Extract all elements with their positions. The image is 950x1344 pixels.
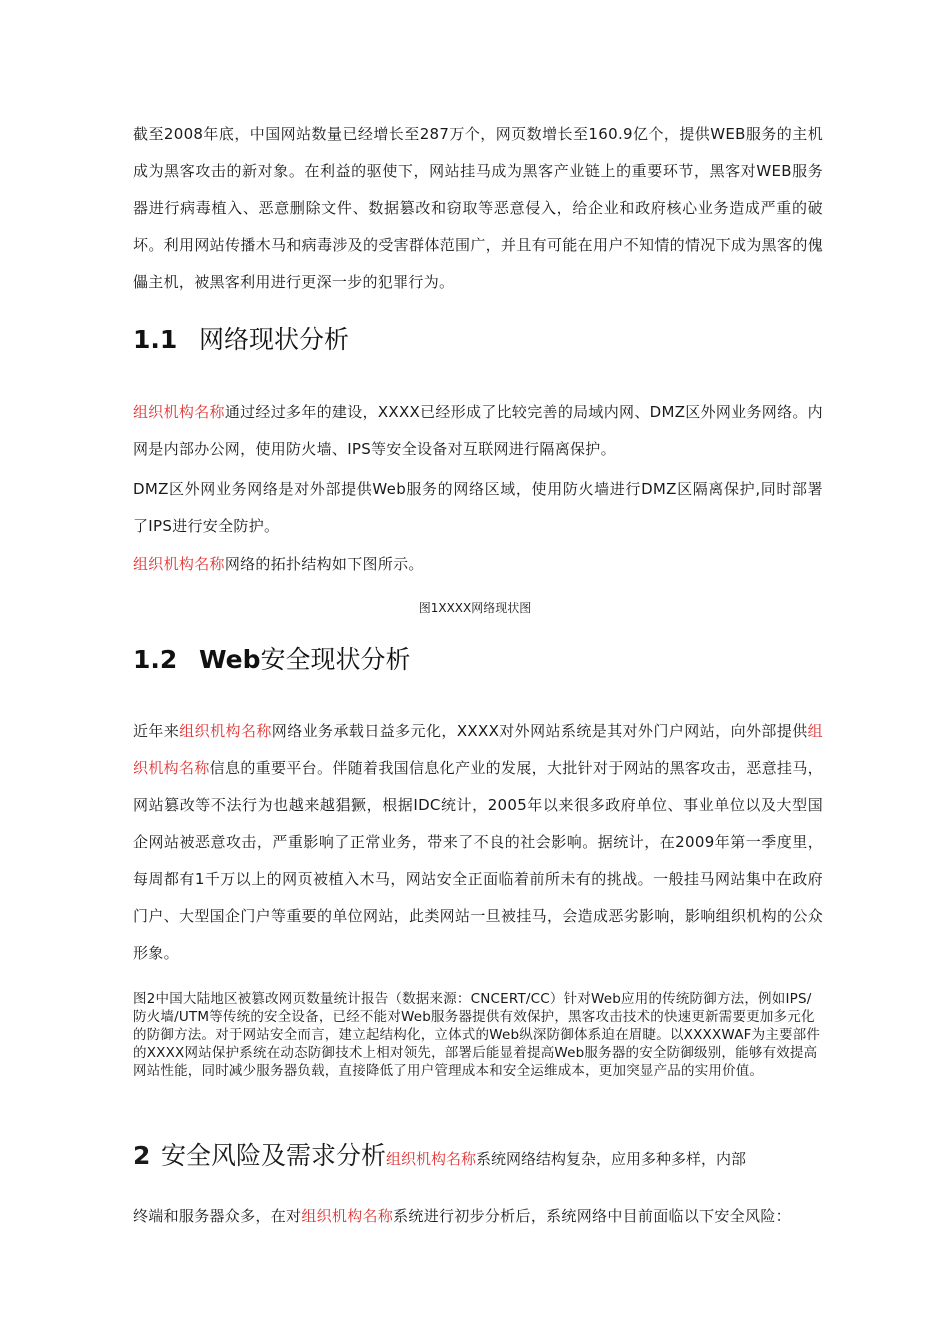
risk-paragraph	[133, 1198, 823, 1235]
org-name-placeholder: 组织机构名称	[133, 403, 225, 421]
heading-2-line	[133, 1136, 833, 1172]
dmz-paragraph: DMZ区外网业务网络是对外部提供Web服务的网络区域，使用防火墙进行DMZ区隔离保护,同时部署了IPS进行安全防护。	[133, 480, 823, 535]
web-text-c: 信息的重要平台。伴随着我国信息化产业的发展，大批针对于网站的黑客攻击，恶意挂马，网站篡改等不法行为也越来越猖獗，根据IDC统计，2005年以来很多政府单位、事业单位以及大型国企网站被恶意攻击，严重影响了正常业务，带来了不良的社会影响。据统计，在2009年第一季度里，每周都有1千万以上的网页被植入木马，网站安全正面临着前所未有的挑战。一般挂马网站集中在政府门户、大型国企门户等重要的单位网站，此类网站一旦被挂马，会造成恶劣影响，影响组织机构的公众形象。	[133, 759, 823, 962]
heading-title: 安全风险及需求分析	[161, 1141, 387, 1170]
org-name-placeholder: 组织机构名称	[133, 722, 823, 777]
web-text-a: 近年来	[133, 722, 180, 740]
risk-text-c: 系统进行初步分析后，系统网络中目前面临以下安全风险：	[393, 1207, 791, 1225]
org-name-placeholder: 组织机构名称	[133, 555, 225, 573]
heading-1-2	[133, 643, 411, 677]
figure-2-paragraph	[133, 990, 823, 1080]
heading-number: 1.2	[133, 645, 178, 674]
intro-paragraph: 截至2008年底，中国网站数量已经增长至287万个，网页数增长至160.9亿个，提供WEB服务的主机成为黑客攻击的新对象。在利益的驱使下，网站挂马成为黑客产业链上的重要环节，黑客对WEB服务器进行病毒植入、恶意删除文件、数据篡改和窃取等恶意侵入，给企业和政府核心业务造成严重的破坏。利用网站传播木马和病毒涉及的受害群体范围广，并且有可能在用户不知情的情况下成为黑客的傀儡主机，被黑客利用进行更深一步的犯罪行为。	[133, 125, 823, 291]
org-name-placeholder: 组织机构名称	[386, 1150, 477, 1168]
web-security-paragraph	[133, 713, 823, 972]
network-text: 通过经过多年的建设，XXXX已经形成了比较完善的局域内网、DMZ区外网业务网络。内网是内部办公网，使用防火墙、IPS等安全设备对互联网进行隔离保护。	[133, 403, 823, 458]
heading-title: 网络现状分析	[199, 325, 350, 354]
heading-1-1	[133, 323, 349, 357]
heading-number: 1.1	[133, 325, 178, 354]
risk-text-a: 系统网络结构复杂，应用多种多样，内部	[476, 1150, 747, 1168]
heading-title-bold: Web	[199, 645, 261, 674]
org-name-placeholder: 组织机构名称	[179, 722, 272, 740]
heading-title: 安全现状分析	[260, 645, 411, 674]
topology-paragraph	[133, 546, 823, 583]
web-text-b: 网络业务承载日益多元化，XXXX对外网站系统是其对外门户网站，向外部提供	[271, 722, 808, 740]
org-name-placeholder: 组织机构名称	[301, 1207, 394, 1225]
network-paragraph	[133, 394, 823, 468]
heading-number: 2	[133, 1141, 151, 1170]
risk-text-b: 终端和服务器众多，在对	[133, 1207, 302, 1225]
topology-text: 网络的拓扑结构如下图所示。	[224, 555, 424, 573]
figure-1-caption: 图1XXXX网络现状图	[418, 601, 532, 615]
defense-text: 针对Web应用的传统防御方法，例如IPS/防火墙/UTM等传统的安全设备，已经不能对Web服务器提供有效保护，黑客攻击技术的快速更新需要更加多元化的防御方法。对于网站安全而言，建立起结构化，立体式的Web纵深防御体系迫在眉睫。以XXXXWAF为主要部件的XXXX网站保护系统在动态防御技术上相对领先，部署后能显着提高Web服务器的安全防御级别，能够有效提高网站性能，同时减少服务器负载，直接降低了用户管理成本和安全运维成本，更加突显产品的实用价值。	[133, 991, 821, 1079]
figure-2-caption: 图2中国大陆地区被篡改网页数量统计报告（数据来源：CNCERT/CC）	[133, 991, 564, 1007]
